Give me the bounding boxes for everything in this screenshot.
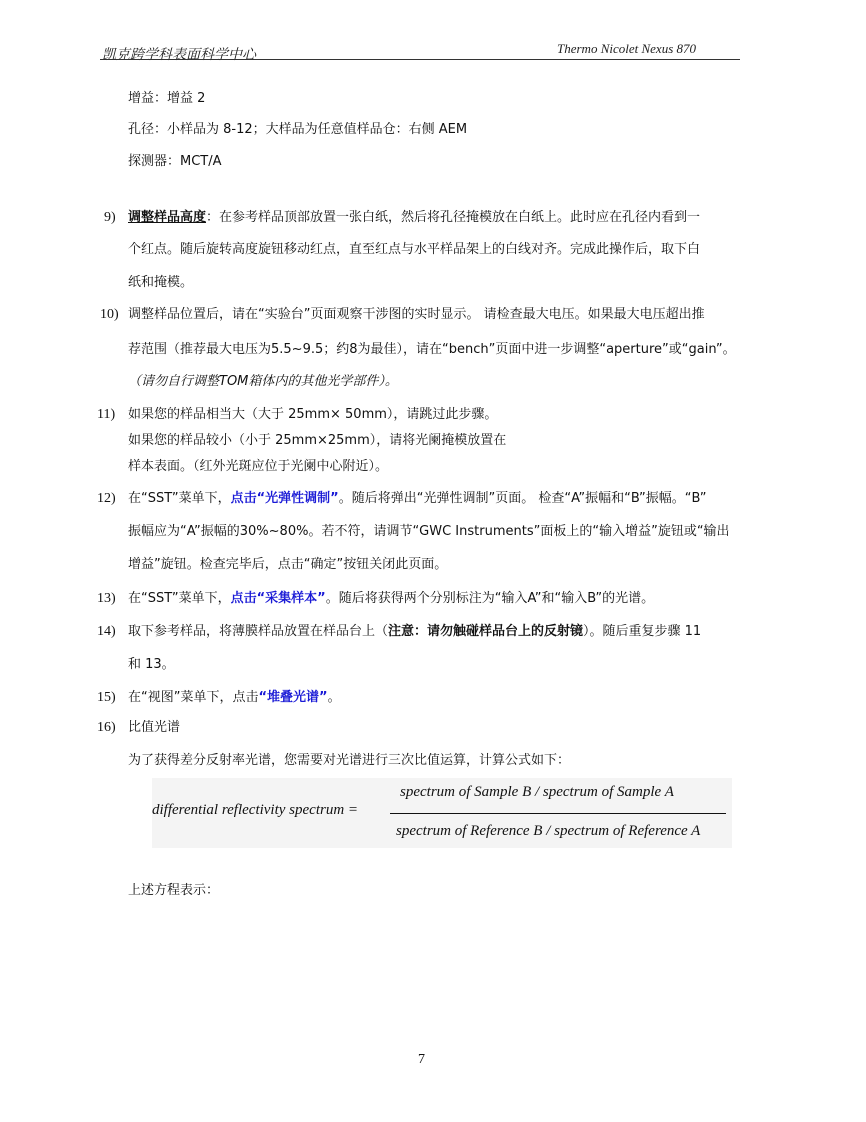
step-12-line-2: 振幅应为“A”振幅的30%~80%。若不符，请调节“GWC Instruments”面板上的“输入增益”旋钮或“输出 [128, 524, 730, 539]
step-10-line-2: 荐范围（推荐最大电压为5.5~9.5；约8为最佳），请在“bench”页面中进一步调整“aperture”或“gain”。 [128, 342, 736, 357]
step-10-line-3: （请勿自行调整TOM箱体内的其他光学部件）。 [128, 374, 398, 389]
step-15-line-1: 在“视图”菜单下，点击“堆叠光谱”。 [128, 690, 341, 705]
step-9-title: 调整样品高度 [128, 210, 207, 225]
setting-aperture: 孔径：小样品为 8-12；大样品为任意值样品仓：右侧 AEM [128, 122, 468, 137]
header-divider [100, 59, 740, 60]
formula-fraction-bar [390, 813, 726, 814]
step-15-action: “堆叠光谱” [258, 690, 328, 705]
step-10-line-1: 调整样品位置后，请在“实验台”页面观察干涉图的实时显示。 请检查最大电压。如果最大电压超出推 [128, 307, 705, 322]
step-12-action: 点击“光弹性调制” [230, 491, 339, 506]
header-right-title: Thermo Nicolet Nexus 870 [557, 41, 697, 56]
formula-numerator: spectrum of Sample B / spectrum of Sample A [400, 784, 674, 800]
step-14-number: 14) [97, 624, 116, 639]
header-left-title: 凯克跨学科表面科学中心 [102, 47, 256, 63]
step-9-line-2: 个红点。随后旋转高度旋钮移动红点，直至红点与水平样品架上的白线对齐。完成此操作后，取下白 [128, 242, 701, 257]
step-16-number: 16) [97, 720, 116, 735]
step-14-warning: 注意：请勿触碰样品台上的反射镜 [388, 624, 584, 639]
step-12-line-1: 在“SST”菜单下，点击“光弹性调制”。随后将弹出“光弹性调制”页面。 检查“A”振幅和“B”振幅。“B” [128, 491, 707, 506]
formula-lhs: differential reflectivity spectrum = [152, 802, 359, 818]
page-number: 7 [418, 1052, 425, 1067]
formula-denominator: spectrum of Reference B / spectrum of Reference A [396, 823, 701, 839]
step-13-line-1: 在“SST”菜单下，点击“采集样本”。随后将获得两个分别标注为“输入A”和“输入B”的光谱。 [128, 591, 655, 606]
step-9-line-3: 纸和掩模。 [128, 275, 194, 290]
step-12-number: 12) [97, 491, 116, 506]
step-12-line-3: 增益”旋钮。检查完毕后，点击“确定”按钮关闭此页面。 [128, 557, 448, 572]
step-14-line-1: 取下参考样品，将薄膜样品放置在样品台上（注意：请勿触碰样品台上的反射镜）。随后重复步骤 11 [128, 624, 702, 639]
step-9-line-1: 调整样品高度：在参考样品顶部放置一张白纸，然后将孔径掩模放在白纸上。此时应在孔径内看到一 [128, 210, 701, 225]
setting-detector: 探测器：MCT/A [128, 154, 222, 169]
step-10-number: 10) [100, 307, 119, 322]
step-14-line-2: 和 13。 [128, 657, 175, 672]
formula-block [152, 778, 732, 848]
step-13-action: 点击“采集样本” [230, 591, 326, 606]
step-16-title: 比值光谱 [128, 720, 181, 735]
step-11-line-2: 如果您的样品较小（小于 25mm×25mm），请将光阑掩模放置在 [128, 433, 507, 448]
step-11-number: 11) [97, 407, 116, 422]
step-16-description: 为了获得差分反射率光谱，您需要对光谱进行三次比值运算，计算公式如下： [128, 753, 571, 768]
setting-gain: 增益：增益 2 [128, 91, 206, 106]
closing-text: 上述方程表示： [128, 883, 220, 898]
step-11-line-1: 如果您的样品相当大（大于 25mm× 50mm），请跳过此步骤。 [128, 407, 498, 422]
step-15-number: 15) [97, 690, 116, 705]
step-11-line-3: 样本表面。（红外光斑应位于光阑中心附近）。 [128, 459, 389, 474]
step-9-number: 9) [104, 210, 116, 225]
step-13-number: 13) [97, 591, 116, 606]
